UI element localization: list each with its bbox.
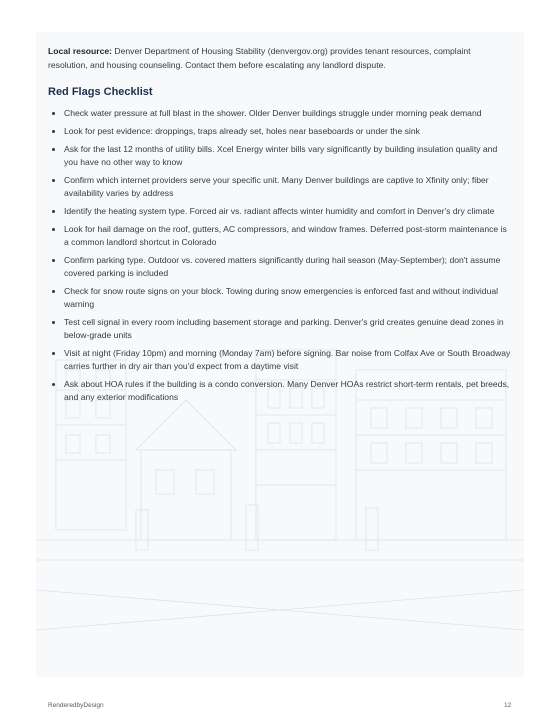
list-item-text: Ask for the last 12 months of utility bills. Xcel Energy winter bills vary significantly by building insulation quality and you have no other way to know	[64, 144, 498, 167]
list-item-text: Confirm parking type. Outdoor vs. covered matters significantly during hail season (May-September); don't assume covered parking is included	[64, 255, 501, 278]
list-item-text: Confirm which internet providers serve your specific unit. Many Denver buildings are captive to Xfinity only; fiber availability varies by address	[64, 175, 489, 198]
local-resource-note	[48, 44, 512, 72]
list-item	[48, 143, 512, 169]
list-item-text: Check for snow route signs on your block. Towing during snow emergencies is enforced fast and without individual warning	[64, 286, 499, 309]
section-title: Red Flags Checklist	[48, 86, 153, 98]
list-item	[48, 125, 512, 138]
list-item	[48, 174, 512, 200]
list-item	[48, 347, 512, 373]
list-item	[48, 107, 512, 120]
list-item	[48, 285, 512, 311]
page-number: 12	[504, 702, 512, 709]
bullet-icon	[52, 179, 55, 182]
list-item-text: Look for hail damage on the roof, gutters, AC compressors, and window frames. Deferred post-storm maintenance is a common landlord shortcut in Colorado	[64, 224, 507, 247]
bullet-icon	[52, 210, 55, 213]
bullet-icon	[52, 290, 55, 293]
list-item-text: Check water pressure at full blast in the shower. Older Denver buildings struggle under morning peak demand	[64, 108, 482, 118]
list-item	[48, 378, 512, 404]
list-item	[48, 316, 512, 342]
list-item	[48, 223, 512, 249]
bullet-icon	[52, 352, 55, 355]
local-resource-label: Local resource:	[48, 46, 112, 56]
main-content	[48, 44, 512, 409]
list-item-text: Visit at night (Friday 10pm) and morning (Monday 7am) before signing. Bar noise from Colfax Ave or South Broadway carries further in dry air than you'd expect from a daytime visit	[64, 348, 511, 371]
bullet-icon	[52, 259, 55, 262]
list-item-text: Identify the heating system type. Forced air vs. radiant affects winter humidity and comfort in Denver's dry climate	[64, 206, 495, 216]
bullet-icon	[52, 148, 55, 151]
local-resource-text: Denver Department of Housing Stability (denvergov.org) provides tenant resources, complaint resolution, and housing counseling. Contact them before escalating any landlord dispute.	[48, 46, 471, 70]
bullet-icon	[52, 228, 55, 231]
list-item	[48, 254, 512, 280]
bullet-icon	[52, 130, 55, 133]
footer-brand: RenderedbyDesign	[48, 702, 104, 709]
bullet-icon	[52, 383, 55, 386]
red-flags-list	[48, 107, 512, 404]
list-item	[48, 205, 512, 218]
bullet-icon	[52, 321, 55, 324]
list-item-text: Ask about HOA rules if the building is a condo conversion. Many Denver HOAs restrict short-term rentals, pet breeds, and any exterior modifications	[64, 379, 510, 402]
bullet-icon	[52, 112, 55, 115]
list-item-text: Look for pest evidence: droppings, traps already set, holes near baseboards or under the sink	[64, 126, 420, 136]
list-item-text: Test cell signal in every room including basement storage and parking. Denver's grid creates genuine dead zones in below-grade units	[64, 317, 504, 340]
